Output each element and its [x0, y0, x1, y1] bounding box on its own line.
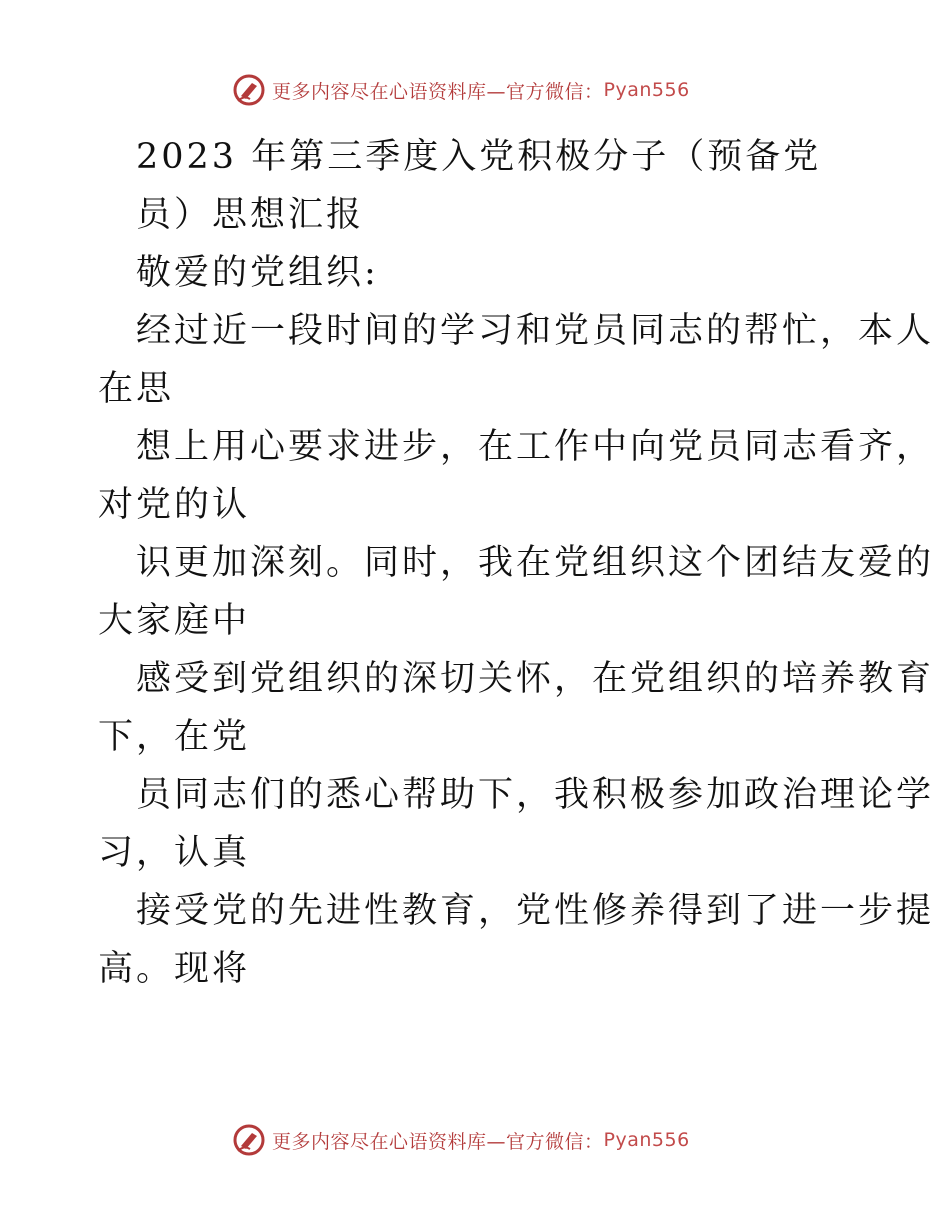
paragraph-line: 感受到党组织的深切关怀，在党组织的培养教育 [136, 659, 935, 699]
paragraph-line: 习，认真 [98, 833, 251, 873]
watermark-wechat-id: Pyan556 [603, 1129, 690, 1151]
paragraph-line: 高。现将 [98, 949, 251, 989]
watermark-text: 更多内容尽在心语资料库—官方微信： [272, 80, 604, 103]
seal-logo-icon [232, 73, 266, 107]
seal-logo-icon [232, 1123, 266, 1157]
document-title-line-1: 2023 年第三季度入党积极分子（预备党 [136, 137, 822, 177]
paragraph-line: 识更加深刻。同时，我在党组织这个团结友爱的 [136, 543, 935, 583]
paragraph-line: 想上用心要求进步，在工作中向党员同志看齐， [136, 427, 935, 467]
document-title-line-2: 员）思想汇报 [136, 195, 365, 235]
watermark-footer [232, 1122, 690, 1158]
paragraph-line: 接受党的先进性教育，党性修养得到了进一步提 [136, 891, 935, 931]
salutation: 敬爱的党组织: [136, 253, 379, 293]
paragraph-line: 员同志们的悉心帮助下，我积极参加政治理论学 [136, 775, 935, 815]
document-body [98, 128, 935, 998]
paragraph-line: 下，在党 [98, 717, 251, 757]
paragraph-line: 经过近一段时间的学习和党员同志的帮忙，本人 [136, 311, 935, 351]
watermark-text: 更多内容尽在心语资料库—官方微信： [272, 1130, 604, 1153]
paragraph-line: 在思 [98, 369, 175, 409]
watermark-wechat-id: Pyan556 [603, 79, 690, 101]
paragraph-line: 对党的认 [98, 485, 251, 525]
watermark-header [232, 72, 690, 108]
paragraph-line: 大家庭中 [98, 601, 251, 641]
